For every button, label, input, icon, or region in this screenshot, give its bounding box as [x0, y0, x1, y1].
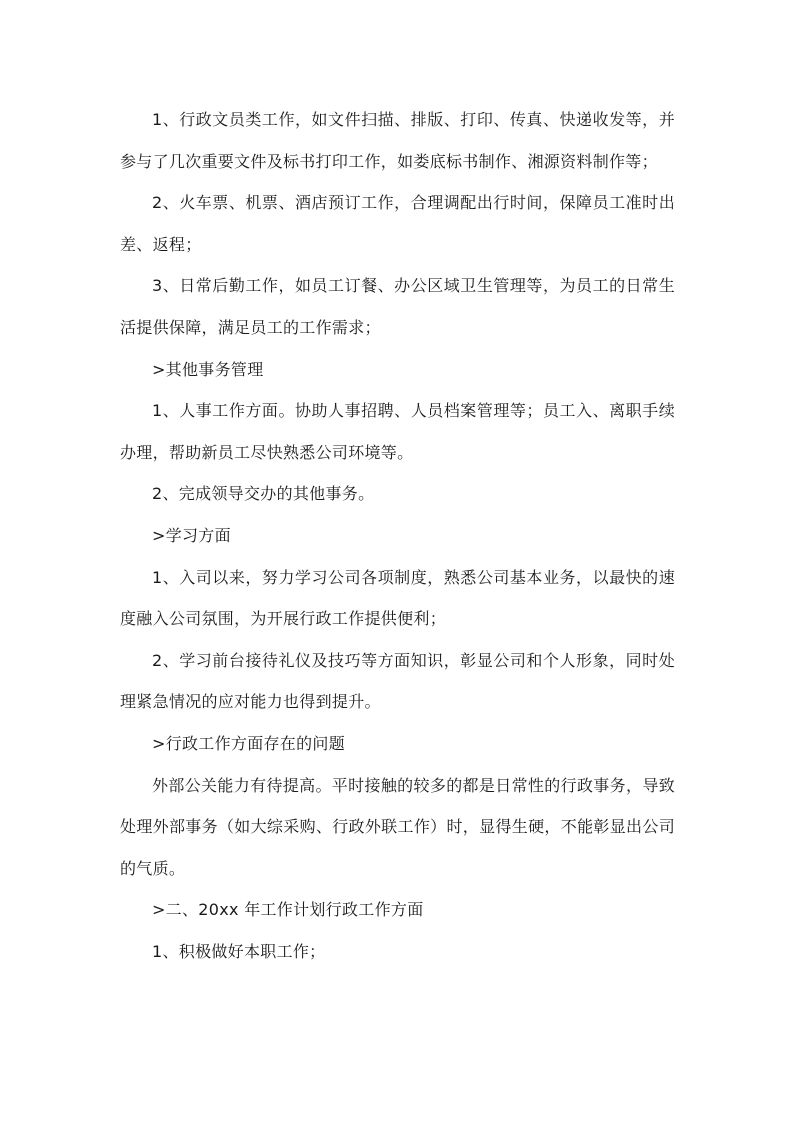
section-heading-learning: >学习方面 — [152, 525, 231, 545]
section-heading-problems: >行政工作方面存在的问题 — [152, 733, 346, 753]
paragraph-logistics-work: 3、日常后勤工作，如员工订餐、办公区域卫生管理等，为员工的日常生活提供保障，满足员工的工作需求； — [120, 276, 675, 337]
paragraph-travel-booking: 2、火车票、机票、酒店预订工作，合理调配出行时间，保障员工准时出差、返程； — [120, 193, 675, 254]
paragraph-learning-company-rules: 1、入司以来，努力学习公司各项制度，熟悉公司基本业务，以最快的速度融入公司氛围，为开展行政工作提供便利； — [120, 567, 675, 629]
document-body — [120, 99, 675, 972]
section-heading-other-affairs: >其他事务管理 — [152, 359, 264, 379]
paragraph-learning-reception: 2、学习前台接待礼仪及技巧等方面知识，彰显公司和个人形象，同时处理紧急情况的应对能力也得到提升。 — [120, 650, 675, 712]
paragraph-do-job-well: 1、积极做好本职工作； — [152, 941, 326, 961]
paragraph-pr-ability: 外部公关能力有待提高。平时接触的较多的都是日常性的行政事务，导致处理外部事务（如大综采购、行政外联工作）时，显得生硬，不能彰显出公司的气质。 — [120, 775, 675, 878]
section-heading-work-plan: >二、20xx 年工作计划行政工作方面 — [152, 900, 424, 920]
paragraph-leader-tasks: 2、完成领导交办的其他事务。 — [152, 484, 375, 504]
paragraph-hr-work: 1、人事工作方面。协助人事招聘、人员档案管理等；员工入、离职手续办理，帮助新员工尽快熟悉公司环境等。 — [120, 401, 675, 462]
paragraph-admin-clerical-work: 1、行政文员类工作，如文件扫描、排版、打印、传真、快递收发等，并参与了几次重要文件及标书打印工作，如娄底标书制作、湘源资料制作等； — [120, 110, 675, 171]
